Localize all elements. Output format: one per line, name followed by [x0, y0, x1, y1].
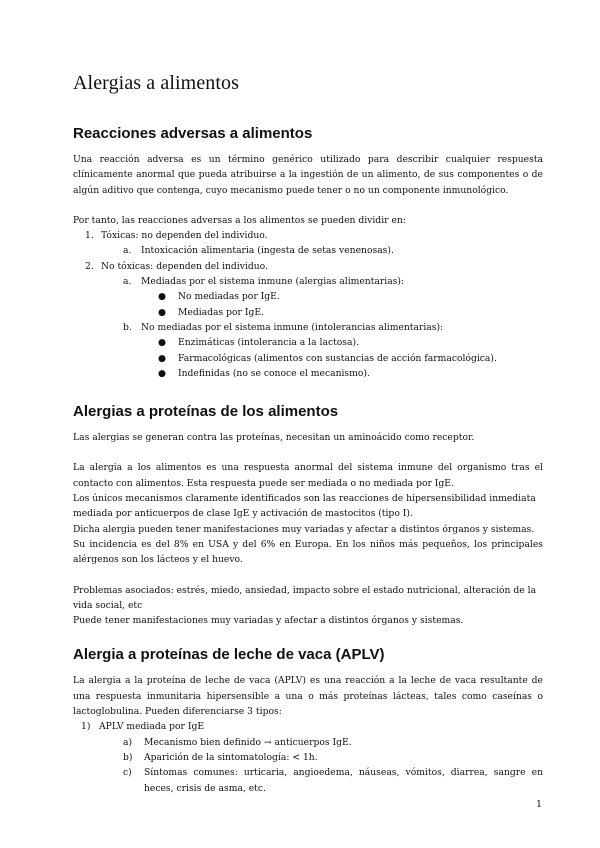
paragraph-division-lead: Por tanto, las reacciones adversas a los alimentos se pueden dividir en: — [73, 214, 406, 226]
spacer — [73, 445, 543, 460]
list-item-text: No mediadas por el sistema inmune (intolerancias alimentarias): — [141, 321, 444, 333]
paragraph-manifestaciones: Dicha alergia pueden tener manifestaciones muy variadas y afectar a distintos órganos y sistemas. — [73, 523, 535, 535]
list-item-text: Enzimáticas (intolerancia a la lactosa). — [178, 337, 360, 349]
list-item — [73, 765, 543, 796]
list-item — [73, 719, 543, 734]
list-item — [73, 243, 543, 258]
list-marker: 1. — [85, 230, 94, 242]
list-marker: b) — [123, 751, 133, 763]
list-item — [73, 259, 543, 274]
list-item-text: No tóxicas: dependen del individuo. — [101, 260, 268, 272]
spacer — [73, 198, 543, 213]
list-item — [73, 274, 543, 289]
paragraph-definicion: Una reacción adversa es un término genérico utilizado para describir cualquier respuesta clínicamente anormal que pueda atribuirse a la ingestión de un alimento, de sus componentes o de algún aditivo que contenga, cuyo mecanismo puede tener o no un componente inmunológico. — [73, 154, 543, 196]
list-item — [73, 320, 543, 335]
section-heading-reacciones-adversas: Reacciones adversas a alimentos — [73, 125, 313, 142]
bullet-icon: ● — [158, 352, 167, 364]
spacer — [73, 628, 543, 646]
list-item-text: APLV mediada por IgE — [99, 721, 205, 733]
list-marker: a) — [123, 736, 133, 748]
list-marker: c) — [123, 767, 132, 779]
list-item-text: Intoxicación alimentaria (ingesta de setas venenosas). — [141, 245, 394, 257]
aplv-types-list — [73, 719, 543, 795]
list-item-text: Indefinidas (no se conoce el mecanismo). — [178, 367, 370, 379]
spacer — [73, 568, 543, 583]
list-item — [73, 735, 543, 750]
list-item-text: Farmacológicas (alimentos con sustancias de acción farmacológica). — [178, 352, 497, 364]
list-item — [73, 305, 543, 320]
paragraph-incidencia: Su incidencia es del 8% en USA y del 6% en Europa. En los niños más pequeños, los principales alérgenos son los lácteos y el huevo. — [73, 538, 543, 566]
page-number: 1 — [535, 799, 542, 810]
list-marker: 2. — [85, 260, 94, 272]
list-marker: a. — [123, 245, 132, 257]
section-heading-aplv: Alergia a proteínas de leche de vaca (APLV) — [73, 646, 385, 664]
list-item — [73, 750, 543, 765]
list-item-text: Tóxicas: no dependen del individuo. — [101, 230, 268, 242]
list-item-text: Síntomas comunes: urticaria, angioedema, náuseas, vómitos, diarrea, sangre en heces, crisis de asma, etc. — [144, 767, 543, 794]
list-item-text: Mediadas por IgE. — [178, 306, 264, 318]
list-item-text: Mediadas por el sistema inmune (alergias alimentarias): — [141, 276, 405, 288]
paragraph-problemas-asociados: Problemas asociados: estrés, miedo, ansiedad, impacto sobre el estado nutricional, alteración de la vida social, etc — [73, 584, 537, 611]
document-title: Alergias a alimentos — [73, 72, 240, 94]
list-marker: 1) — [81, 721, 91, 733]
paragraph-manifestaciones-variadas: Puede tener manifestaciones muy variadas y afectar a distintos órganos y sistemas. — [73, 615, 464, 627]
list-marker: b. — [123, 321, 132, 333]
list-item-text: Mecanismo bien definido → anticuerpos IgE. — [144, 736, 352, 748]
list-item — [73, 289, 543, 304]
bullet-icon: ● — [158, 291, 167, 303]
adverse-reactions-list — [73, 228, 543, 381]
paragraph-receptor: Las alergias se generan contra las proteínas, necesitan un aminoácido como receptor. — [73, 432, 475, 444]
bullet-icon: ● — [158, 337, 167, 349]
list-item-text: No mediadas por IgE. — [178, 291, 280, 303]
list-item — [73, 335, 543, 350]
page-content — [73, 72, 543, 796]
list-item — [73, 228, 543, 243]
paragraph-aplv-definicion: La alergia a la proteína de leche de vaca (APLV) es una reacción a la leche de vaca resultante de una respuesta inmunitaria hipersensible a una o más proteínas lácteas, tales como caseínas o lactoglobulina. Pueden diferenciarse 3 tipos: — [73, 675, 543, 718]
paragraph-mecanismos: Los únicos mecanismos claramente identificados son las reacciones de hipersensibilidad inmediata mediada por anticuerpos de clase IgE y activación de mastocitos (tipo I). — [73, 493, 536, 520]
list-item — [73, 351, 543, 366]
bullet-icon: ● — [158, 367, 167, 379]
spacer — [73, 381, 543, 403]
bullet-icon: ● — [158, 306, 167, 318]
section-heading-alergias-proteinas: Alergias a proteínas de los alimentos — [73, 403, 339, 421]
list-item-text: Aparición de la sintomatología: < 1h. — [144, 751, 318, 763]
list-item — [73, 366, 543, 381]
paragraph-respuesta-anormal: La alergia a los alimentos es una respuesta anormal del sistema inmune del organismo tras el contacto con alimentos. Esta respuesta puede ser mediada o no mediada por IgE. — [73, 462, 543, 489]
list-marker: a. — [123, 276, 132, 288]
